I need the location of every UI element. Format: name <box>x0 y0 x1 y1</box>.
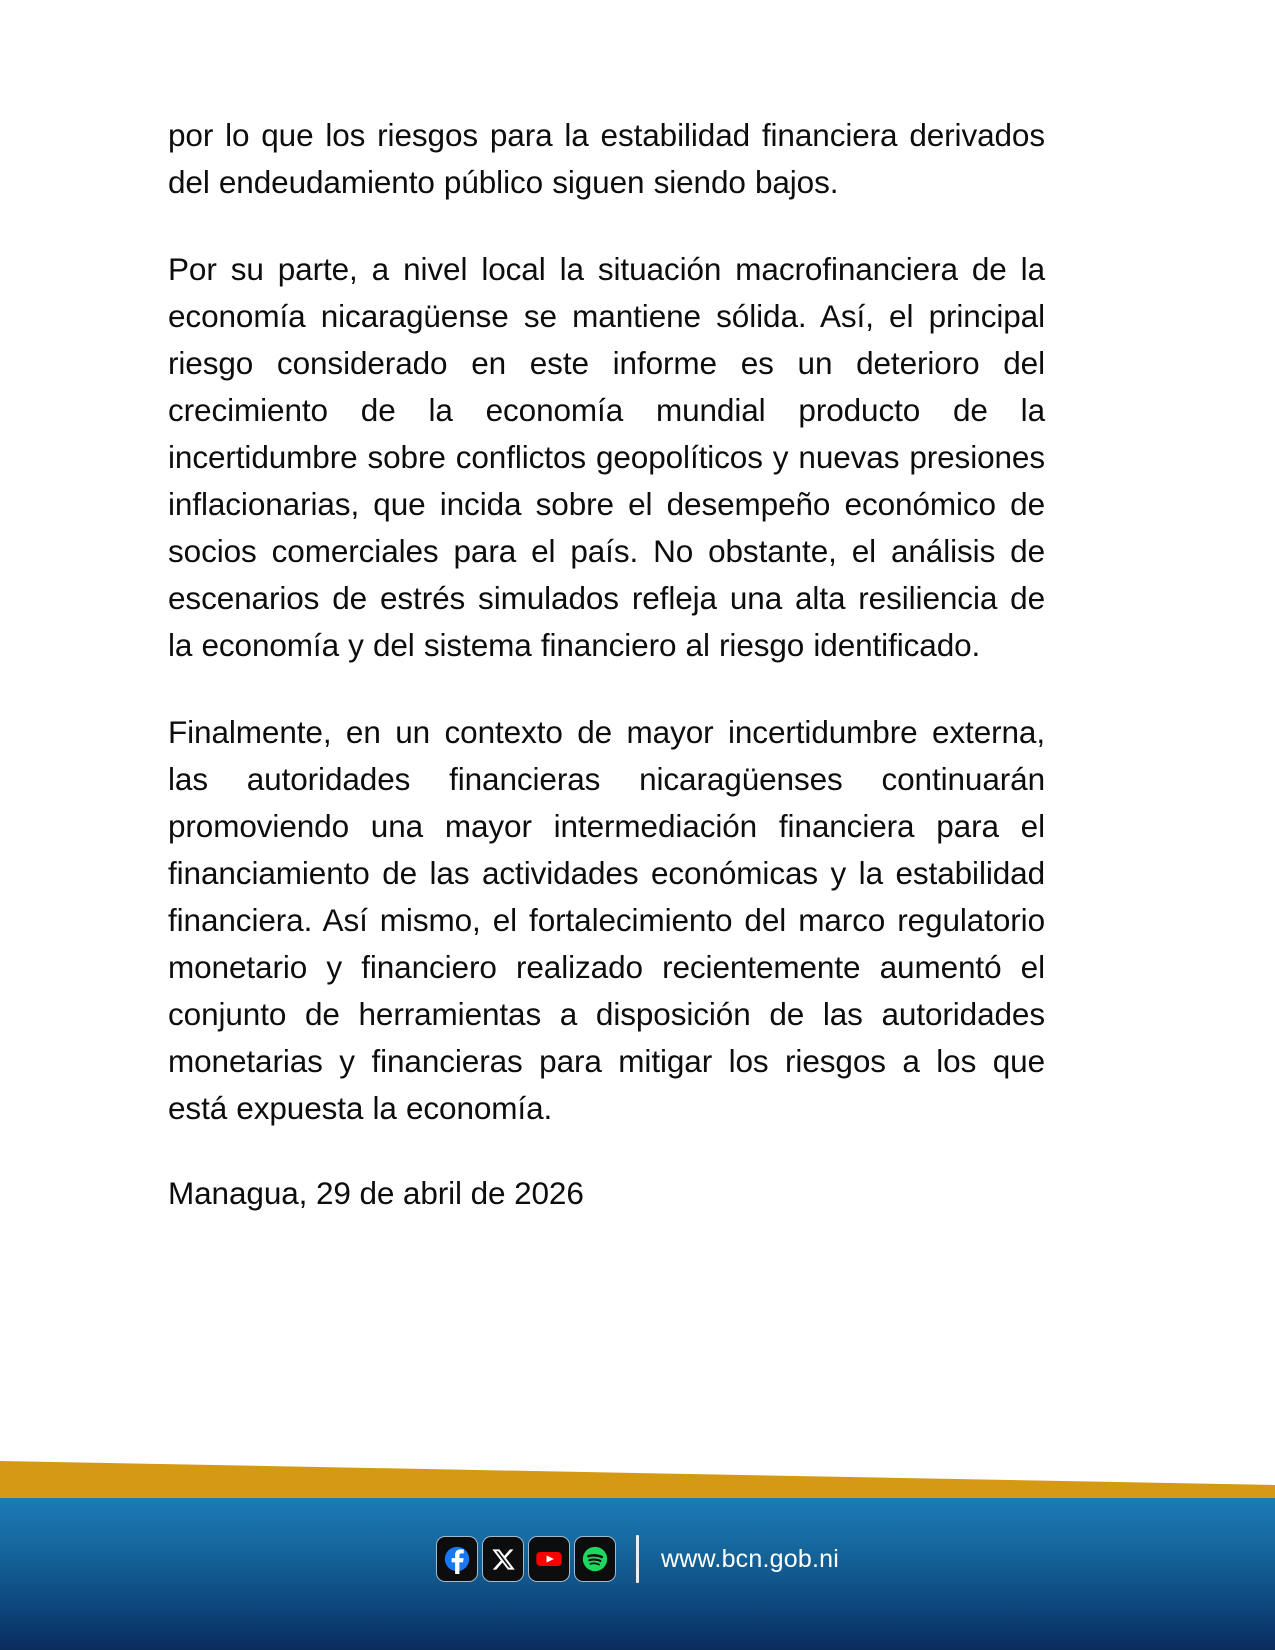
document-text-body <box>168 112 1045 1217</box>
facebook-icon <box>442 1544 472 1574</box>
x-twitter-icon <box>491 1547 516 1572</box>
footer-content-row <box>0 1535 1275 1583</box>
spotify-link[interactable] <box>574 1536 616 1582</box>
x-twitter-link[interactable] <box>482 1536 524 1582</box>
footer-divider <box>636 1535 639 1583</box>
website-url[interactable]: www.bcn.gob.ni <box>661 1544 839 1573</box>
youtube-icon <box>534 1544 564 1574</box>
page-footer <box>0 1460 1275 1650</box>
facebook-link[interactable] <box>436 1536 478 1582</box>
paragraph-3: Finalmente, en un contexto de mayor incertidumbre externa, las autoridades financieras nicaragüenses continuarán promoviendo una mayor intermediación financiera para el financiamiento de las actividades económicas y la estabilidad financiera. Así mismo, el fortalecimiento del marco regulatorio monetario y financiero realizado recientemente aumentó el conjunto de herramientas a disposición de las autoridades monetarias y financieras para mitigar los riesgos a los que está expuesta la economía. <box>168 714 1045 1126</box>
paragraph-2: Por su parte, a nivel local la situación macrofinanciera de la economía nicaragüense se mantiene sólida. Así, el principal riesgo considerado en este informe es un deterioro del crecimiento de la economía mundial producto de la incertidumbre sobre conflictos geopolíticos y nuevas presiones inflacionarias, que incida sobre el desempeño económico de socios comerciales para el país. No obstante, el análisis de escenarios de estrés simulados refleja una alta resiliencia de la economía y del sistema financiero al riesgo identificado. <box>168 251 1045 663</box>
youtube-link[interactable] <box>528 1536 570 1582</box>
dateline: Managua, 29 de abril de 2026 <box>168 1175 584 1211</box>
paragraph-1: por lo que los riesgos para la estabilidad financiera derivados del endeudamiento público siguen siendo bajos. <box>168 117 1045 200</box>
spotify-icon <box>580 1544 610 1574</box>
social-links-row <box>436 1536 616 1582</box>
